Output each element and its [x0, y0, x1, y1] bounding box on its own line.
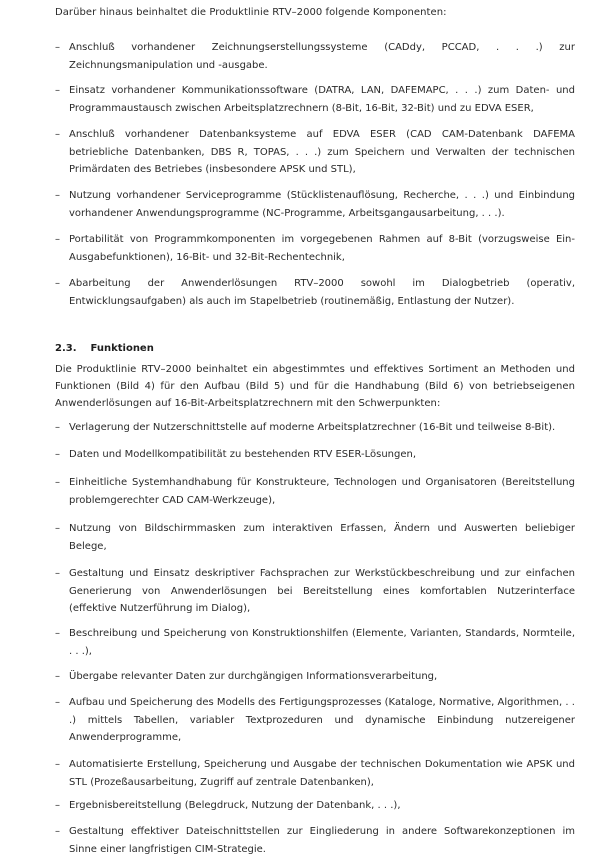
bullet-dash: – — [55, 234, 60, 245]
function-text: Nutzung von Bildschirmmasken zum interaktiven Erfassen, Ändern und Auswerten beliebiger Belege, — [69, 523, 575, 552]
component-item — [55, 187, 575, 222]
function-item — [55, 520, 575, 555]
section-intro: Die Produktlinie RTV–2000 beinhaltet ein abgestimmtes und effektives Sortiment an Methoden und Funktionen (Bild 4) für den Aufbau (Bild 5) und für die Handhabung (Bild 6) von betriebseigenen Anwenderlösungen auf 16-Bit-Arbeitsplatzrechnern mit den Schwerpunkten: — [55, 364, 575, 409]
bullet-dash: – — [55, 826, 60, 837]
function-item — [55, 694, 575, 747]
component-text: Einsatz vorhandener Kommunikationssoftware (DATRA, LAN, DAFEMAPC, . . .) zum Daten- und Programmaustausch zwischen Arbeitsplatzrechnern (8-Bit, 16-Bit, 32-Bit) und zu EDVA ESER, — [69, 85, 575, 114]
bullet-dash: – — [55, 523, 60, 534]
component-text: Anschluß vorhandener Zeichnungserstellungssysteme (CADdy, PCCAD, . . .) zur Zeichnungsmanipulation und -ausgabe. — [69, 42, 575, 71]
section-number: 2.3. — [55, 343, 77, 354]
function-item — [55, 625, 575, 660]
component-item — [55, 82, 575, 117]
section-heading — [55, 343, 154, 354]
component-text: Nutzung vorhandener Serviceprogramme (Stücklistenauflösung, Recherche, . . .) und Einbindung vorhandener Anwendungsprogramme (NC-Programme, Arbeitsgangausarbeitung, . . .). — [69, 190, 575, 219]
function-item — [55, 419, 575, 437]
component-item — [55, 231, 575, 266]
bullet-dash: – — [55, 129, 60, 140]
function-text: Ergebnisbereitstellung (Belegdruck, Nutzung der Datenbank, . . .), — [69, 800, 401, 811]
function-item — [55, 823, 575, 858]
function-item — [55, 756, 575, 791]
bullet-dash: – — [55, 190, 60, 201]
function-text: Daten und Modellkompatibilität zu bestehenden RTV ESER-Lösungen, — [69, 449, 417, 460]
component-item — [55, 126, 575, 179]
components-intro: Darüber hinaus beinhaltet die Produktlinie RTV–2000 folgende Komponenten: — [55, 7, 447, 18]
function-text: Übergabe relevanter Daten zur durchgängigen Informationsverarbeitung, — [69, 671, 438, 682]
function-text: Einheitliche Systemhandhabung für Konstrukteure, Technologen und Organisatoren (Bereitstellung problemgerechter CAD CAM-Werkzeuge), — [69, 477, 575, 506]
function-item — [55, 668, 575, 686]
function-text: Beschreibung und Speicherung von Konstruktionshilfen (Elemente, Varianten, Standards, Normteile, . . .), — [69, 628, 575, 657]
bullet-dash: – — [55, 85, 60, 96]
component-item — [55, 39, 575, 74]
function-item — [55, 446, 575, 464]
function-text: Gestaltung und Einsatz deskriptiver Fachsprachen zur Werkstückbeschreibung und zur einfachen Generierung von Anwenderlösungen bei Bereitstellung eines komfortablen Nutzerinterface (effektive Nutzerführung im Dialog), — [69, 568, 575, 614]
function-text: Verlagerung der Nutzerschnittstelle auf moderne Arbeitsplatzrechner (16-Bit und teilweise 8-Bit). — [69, 422, 556, 433]
function-text: Aufbau und Speicherung des Modells des Fertigungsprozesses (Kataloge, Normative, Algorithmen, . . .) mittels Tabellen, variabler Textprozeduren und dynamische Einbindung nutzereigener Anwenderprogramme, — [69, 697, 575, 743]
bullet-dash: – — [55, 800, 60, 811]
component-text: Portabilität von Programmkomponenten im vorgegebenen Rahmen auf 8-Bit (vorzugsweise Ein- Ausgabefunktionen), 16-Bit- und 32-Bit-Rechentechnik, — [69, 234, 575, 263]
bullet-dash: – — [55, 697, 60, 708]
function-item — [55, 474, 575, 509]
bullet-dash: – — [55, 671, 60, 682]
bullet-dash: – — [55, 449, 60, 460]
component-text: Anschluß vorhandener Datenbanksysteme auf EDVA ESER (CAD CAM-Datenbank DAFEMA betriebliche Datenbanken, DBS R, TOPAS, . . .) zum Speichern und Verwalten der technischen Primärdaten des Betriebes (insbesondere APSK und STL), — [69, 129, 575, 175]
bullet-dash: – — [55, 477, 60, 488]
bullet-dash: – — [55, 278, 60, 289]
function-item — [55, 797, 575, 815]
function-text: Gestaltung effektiver Dateischnittstellen zur Eingliederung in andere Softwarekonzeptionen im Sinne einer langfristigen CIM-Strategie. — [69, 826, 575, 855]
bullet-dash: – — [55, 759, 60, 770]
bullet-dash: – — [55, 628, 60, 639]
component-text: Abarbeitung der Anwenderlösungen RTV–2000 sowohl im Dialogbetrieb (operativ, Entwicklungsaufgaben) als auch im Stapelbetrieb (routinemäßig, Entlastung der Nutzer). — [69, 278, 575, 307]
bullet-dash: – — [55, 42, 60, 53]
function-item — [55, 565, 575, 618]
bullet-dash: – — [55, 422, 60, 433]
bullet-dash: – — [55, 568, 60, 579]
component-item — [55, 275, 575, 310]
section-title: Funktionen — [90, 343, 154, 354]
function-text: Automatisierte Erstellung, Speicherung und Ausgabe der technischen Dokumentation wie APSK und STL (Prozeßausarbeitung, Zugriff auf zentrale Datenbanken), — [69, 759, 575, 788]
